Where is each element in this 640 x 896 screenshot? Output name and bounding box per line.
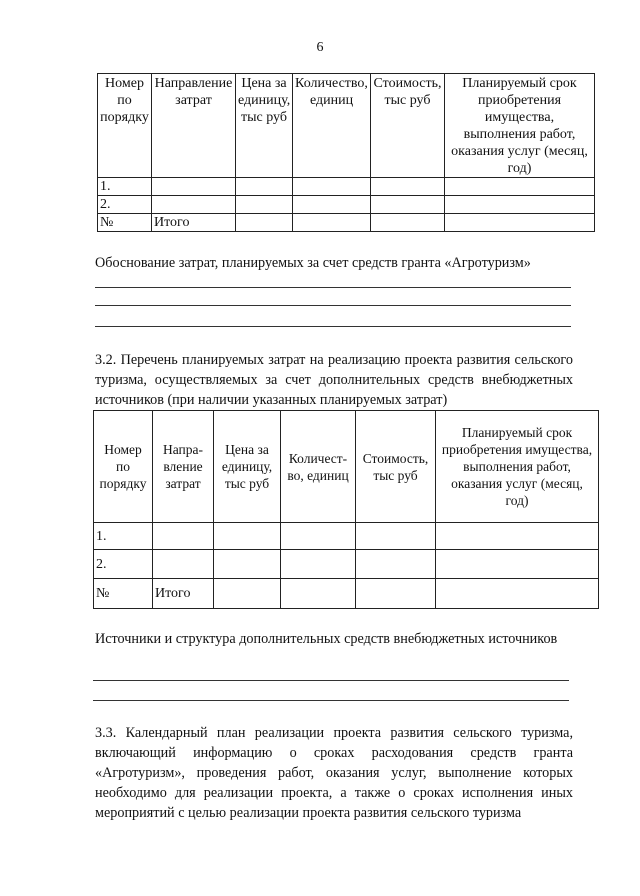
table-cell[interactable]	[436, 550, 599, 579]
table-cell[interactable]	[152, 196, 236, 214]
table-cell[interactable]	[436, 523, 599, 550]
table-cell[interactable]	[356, 579, 436, 609]
table-cell[interactable]	[281, 579, 356, 609]
table-cell[interactable]	[214, 579, 281, 609]
table-cell[interactable]: №	[98, 214, 152, 232]
table-cell[interactable]: Итого	[152, 214, 236, 232]
column-header: Планируемый срок приобретения имущества, выполнения работ, оказания услуг (месяц, год)	[445, 74, 595, 178]
table-cell[interactable]	[214, 523, 281, 550]
table-header-row	[98, 74, 595, 178]
table-total-row	[94, 579, 599, 609]
column-header: Количество, единиц	[293, 74, 371, 178]
blank-line[interactable]	[95, 326, 571, 327]
table-cell[interactable]	[293, 214, 371, 232]
column-header: Номер по порядку	[94, 411, 153, 523]
table-cell[interactable]	[371, 214, 445, 232]
column-header: Количест-во, единиц	[281, 411, 356, 523]
table-cell[interactable]: 1.	[94, 523, 153, 550]
section-3-3-text: 3.3. Календарный план реализации проекта развития сельского туризма, включающий информацию о сроках расходования средств гранта «Агротуризм», проведения работ, оказания услуг, выполнение которых необходимо для реализации проекта, а также о сроках исполнения иных мероприятий с целью реализации проекта развития сельского туризма	[95, 725, 573, 821]
table-cell[interactable]	[293, 178, 371, 196]
blank-line[interactable]	[93, 680, 569, 681]
table-cell[interactable]: Итого	[153, 579, 214, 609]
table-total-row	[98, 214, 595, 232]
column-header: Планируемый срок приобретения имущества, выполнения работ, оказания услуг (месяц, год)	[436, 411, 599, 523]
table-cell[interactable]	[436, 579, 599, 609]
blank-line[interactable]	[93, 700, 569, 701]
table-row	[98, 196, 595, 214]
table-row	[94, 523, 599, 550]
column-header: Напра-вление затрат	[153, 411, 214, 523]
table-cell[interactable]	[153, 523, 214, 550]
table-cell[interactable]	[445, 178, 595, 196]
table-cell[interactable]	[153, 550, 214, 579]
table-cell[interactable]	[281, 523, 356, 550]
column-header: Номер по порядку	[98, 74, 152, 178]
table-cell[interactable]: №	[94, 579, 153, 609]
grant-costs-table	[97, 73, 595, 232]
column-header: Направление затрат	[152, 74, 236, 178]
table-cell[interactable]	[236, 178, 293, 196]
table-row	[98, 178, 595, 196]
table-cell[interactable]	[281, 550, 356, 579]
table-cell[interactable]	[445, 214, 595, 232]
table-cell[interactable]: 1.	[98, 178, 152, 196]
table-cell[interactable]	[236, 196, 293, 214]
table-cell[interactable]: 2.	[94, 550, 153, 579]
table-cell[interactable]	[356, 550, 436, 579]
table-row	[94, 550, 599, 579]
blank-line[interactable]	[95, 305, 571, 306]
table-cell[interactable]	[214, 550, 281, 579]
sources-text: Источники и структура дополнительных средств внебюджетных источников	[95, 631, 558, 647]
table-cell[interactable]: 2.	[98, 196, 152, 214]
table-cell[interactable]	[152, 178, 236, 196]
table-header-row	[94, 411, 599, 523]
table-cell[interactable]	[293, 196, 371, 214]
column-header: Стоимость, тыс руб	[356, 411, 436, 523]
table-cell[interactable]	[236, 214, 293, 232]
column-header: Стоимость, тыс руб	[371, 74, 445, 178]
section-3-2-text: 3.2. Перечень планируемых затрат на реализацию проекта развития сельского туризма, осуществляемых за счет дополнительных средств внебюджетных источников (при наличии указанных планируемых затрат)	[95, 352, 573, 408]
table-cell[interactable]	[445, 196, 595, 214]
page-number: 6	[316, 40, 324, 55]
table-cell[interactable]	[371, 196, 445, 214]
column-header: Цена за единицу, тыс руб	[214, 411, 281, 523]
table-cell[interactable]	[371, 178, 445, 196]
table-cell[interactable]	[356, 523, 436, 550]
extrabudgetary-costs-table	[93, 410, 599, 609]
justification-text: Обоснование затрат, планируемых за счет средств гранта «Агротуризм»	[95, 255, 531, 271]
column-header: Цена за единицу, тыс руб	[236, 74, 293, 178]
blank-line[interactable]	[95, 287, 571, 288]
